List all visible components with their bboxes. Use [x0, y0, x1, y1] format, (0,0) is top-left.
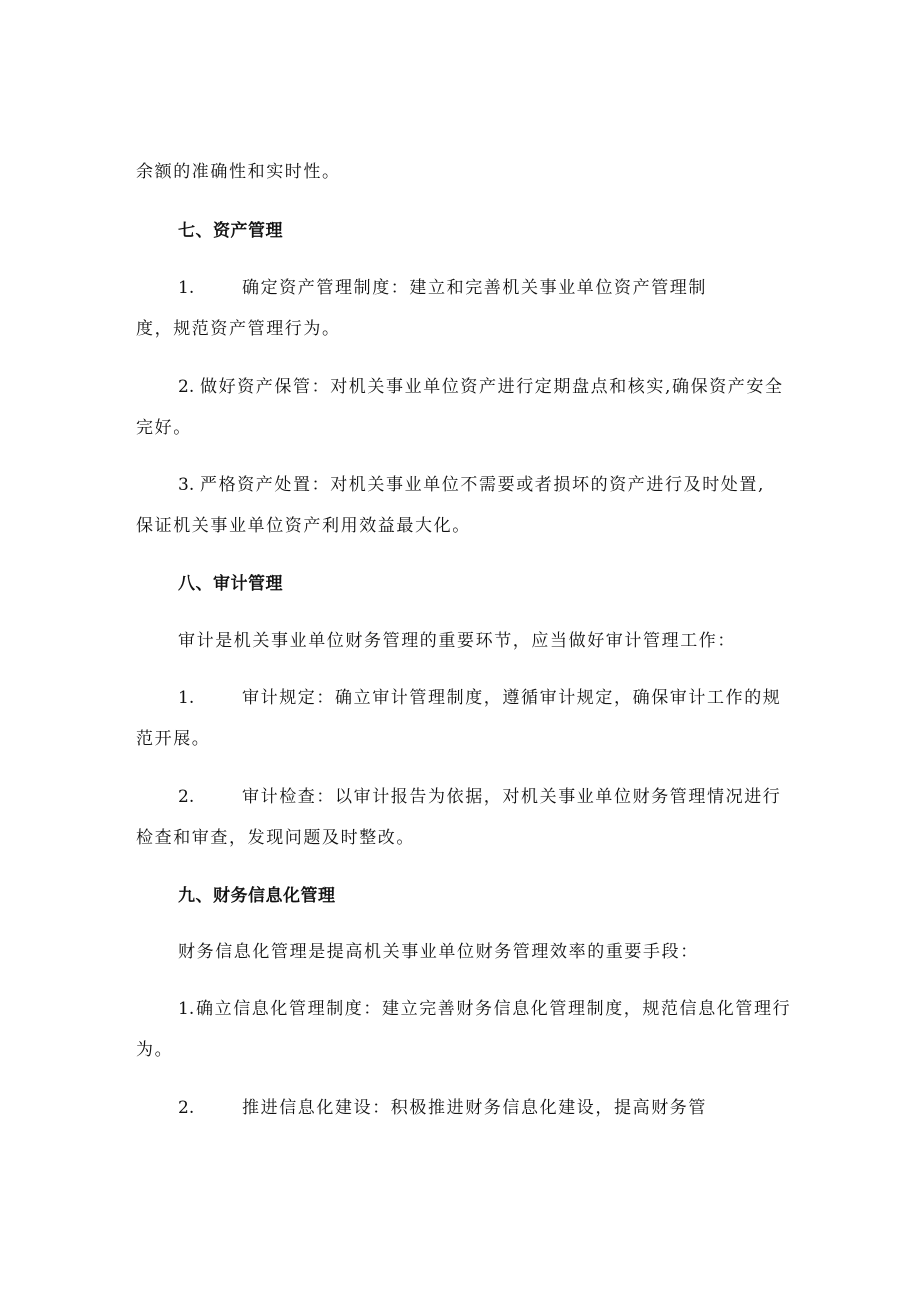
- list-item-continuation: 完好。: [136, 418, 192, 438]
- list-item-text: 审计规定：确立审计管理制度，遵循审计规定，确保审计工作的规: [242, 688, 782, 708]
- section-intro: 审计是机关事业单位财务管理的重要环节，应当做好审计管理工作：: [178, 631, 736, 651]
- list-item: [178, 1096, 707, 1120]
- list-item: [178, 276, 707, 300]
- list-item-text: 推进信息化建设：积极推进财务信息化建设，提高财务管: [242, 1098, 707, 1118]
- section-intro: 财务信息化管理是提高机关事业单位财务管理效率的重要手段：: [178, 942, 699, 962]
- list-item-number: 2.: [178, 1098, 195, 1118]
- paragraph-continuation: 余额的准确性和实时性。: [136, 162, 341, 182]
- list-item-text: 做好资产保管：对机关事业单位资产进行定期盘点和核实,确保资产安全: [200, 377, 784, 397]
- list-item: [178, 473, 765, 497]
- section-heading-finance-it: 九、财务信息化管理: [178, 886, 336, 906]
- list-item-continuation: 为。: [136, 1040, 174, 1060]
- list-item-text: 严格资产处置：对机关事业单位不需要或者损坏的资产进行及时处置,: [200, 475, 766, 495]
- list-item-continuation: 范开展。: [136, 729, 211, 749]
- list-item-continuation: 检查和审查，发现问题及时整改。: [136, 828, 415, 848]
- list-item-number: 1.: [178, 688, 195, 708]
- list-item-text: 审计检查：以审计报告为依据，对机关事业单位财务管理情况进行: [242, 787, 782, 807]
- list-item: [178, 785, 781, 809]
- list-item-number: 1.: [178, 278, 195, 298]
- list-item-continuation: 度，规范资产管理行为。: [136, 319, 341, 339]
- list-item-continuation: 保证机关事业单位资产利用效益最大化。: [136, 516, 471, 536]
- list-item-number: 1.: [178, 999, 195, 1019]
- list-item-text: 确立信息化管理制度：建立完善财务信息化管理制度，规范信息化管理行: [196, 999, 792, 1019]
- section-heading-assets: 七、资产管理: [178, 221, 283, 241]
- section-heading-audit: 八、审计管理: [178, 574, 283, 594]
- list-item: [178, 686, 781, 710]
- list-item: [178, 375, 784, 399]
- list-item-text: 确定资产管理制度：建立和完善机关事业单位资产管理制: [242, 278, 707, 298]
- list-item-number: 3.: [178, 475, 195, 495]
- list-item-number: 2.: [178, 377, 195, 397]
- list-item: [178, 997, 791, 1021]
- list-item-number: 2.: [178, 787, 195, 807]
